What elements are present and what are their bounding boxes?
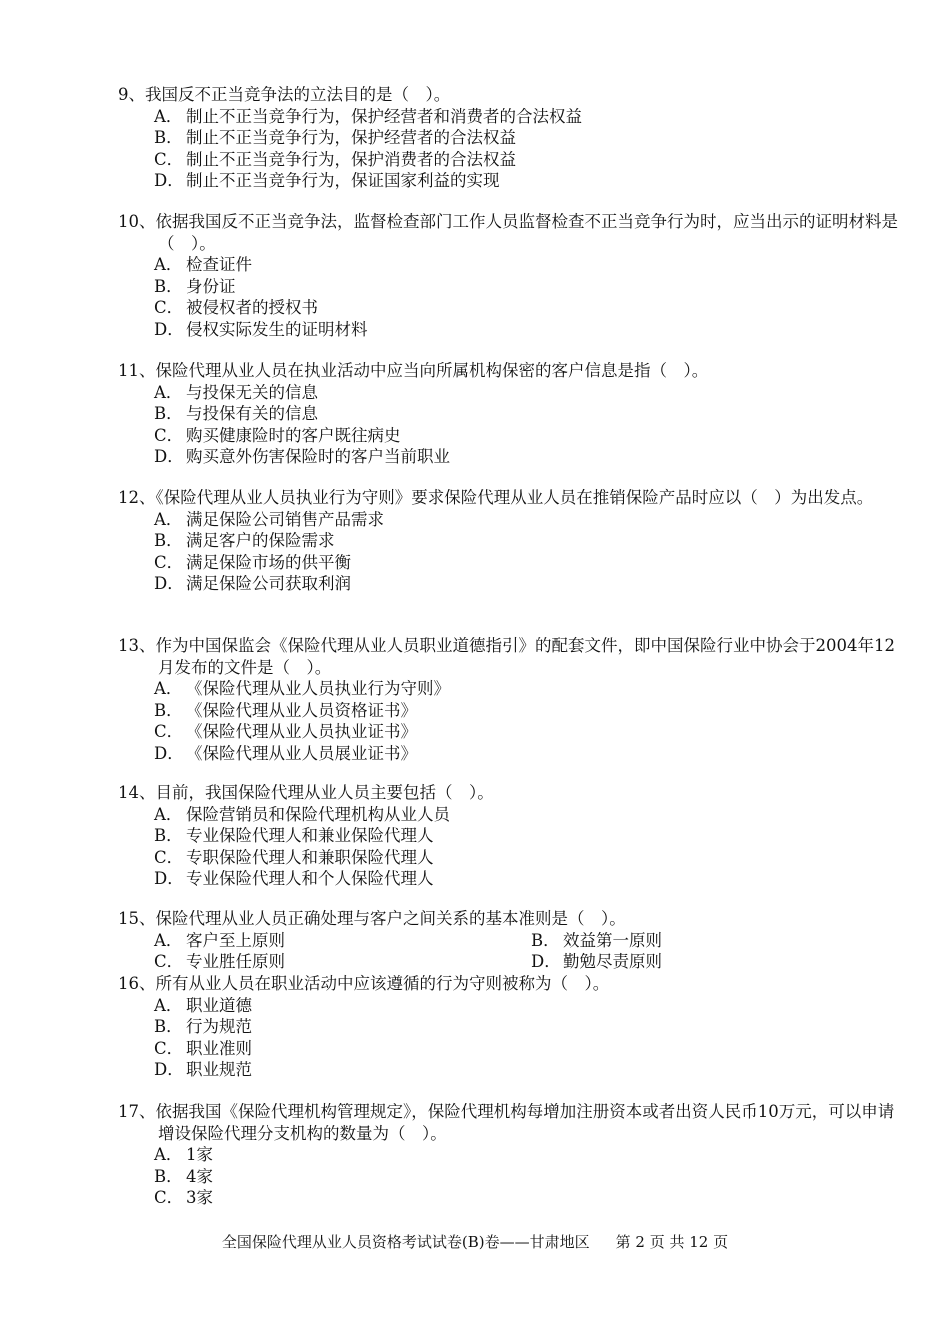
option-text: 专职保险代理人和兼职保险代理人 (186, 847, 434, 867)
option-letter: C． (154, 847, 184, 867)
option-a (118, 382, 908, 404)
option-b (118, 530, 908, 552)
option-letter: A． (154, 995, 183, 1015)
option-letter: B． (154, 531, 183, 550)
question-17 (118, 1101, 908, 1209)
question-stem: 10、依据我国反不正当竞争法，监督检查部门工作人员监督检查不正当竞争行为时，应当出示的证明材料是（ ）。 (118, 212, 898, 253)
option-text: 身份证 (186, 276, 236, 296)
option-b (118, 700, 908, 722)
option-text: 《保险代理从业人员执业证书》 (186, 722, 417, 741)
option-d (118, 573, 908, 595)
question-9 (118, 84, 908, 192)
option-d (531, 951, 908, 973)
option-d (118, 319, 908, 341)
option-letter: C． (154, 1188, 184, 1207)
question-stem: 15、保险代理从业人员正确处理与客户之间关系的基本准则是（ ）。 (118, 909, 626, 928)
page-footer (0, 1232, 950, 1252)
option-text: 《保险代理从业人员资格证书》 (186, 700, 417, 720)
option-text: 满足保险市场的供平衡 (186, 552, 351, 572)
option-text: 检查证件 (186, 255, 252, 274)
option-text: 职业准则 (186, 1038, 252, 1058)
option-letter: B． (154, 700, 183, 720)
question-12 (118, 487, 908, 595)
option-letter: A． (154, 509, 183, 529)
option-letter: A． (154, 255, 183, 274)
option-a (118, 995, 908, 1017)
option-b (118, 276, 908, 298)
option-letter: D． (154, 447, 184, 466)
option-text: 制止不正当竞争行为，保证国家利益的实现 (186, 171, 500, 190)
option-row (118, 930, 908, 952)
option-letter: A． (154, 106, 183, 126)
page-number: 第 2 页 共 12 页 (615, 1233, 729, 1251)
option-letter: B． (154, 128, 183, 147)
question-stem: 13、作为中国保监会《保险代理从业人员职业道德指引》的配套文件，即中国保险行业中协会于2004年12月发布的文件是（ ）。 (118, 636, 895, 677)
option-row (118, 951, 908, 973)
option-text: 3家 (186, 1188, 213, 1207)
option-text: 行为规范 (186, 1017, 252, 1036)
question-16 (118, 973, 908, 1081)
option-letter: D． (154, 319, 184, 339)
option-text: 制止不正当竞争行为，保护经营者的合法权益 (186, 128, 516, 147)
option-c (154, 951, 531, 973)
option-text: 效益第一原则 (563, 930, 662, 950)
option-b (118, 403, 908, 425)
option-text: 专业保险代理人和兼业保险代理人 (186, 826, 434, 845)
option-b (118, 1016, 908, 1038)
option-letter: A． (154, 382, 183, 402)
option-a (118, 254, 908, 276)
option-a (118, 678, 908, 700)
option-text: 勤勉尽责原则 (563, 952, 662, 971)
option-a (118, 509, 908, 531)
footer-title: 全国保险代理从业人员资格考试试卷(B)卷——甘肃地区 (221, 1233, 590, 1251)
option-text: 购买健康险时的客户既往病史 (186, 425, 401, 445)
option-letter: C． (154, 298, 184, 317)
option-text: 职业道德 (186, 995, 252, 1015)
option-text: 保险营销员和保险代理机构从业人员 (186, 804, 450, 824)
option-text: 制止不正当竞争行为，保护经营者和消费者的合法权益 (186, 106, 582, 126)
option-letter: B． (154, 826, 183, 845)
option-letter: D． (154, 1060, 184, 1079)
option-text: 专业保险代理人和个人保险代理人 (186, 869, 434, 888)
question-stem: 16、所有从业人员在职业活动中应该遵循的行为守则被称为（ ）。 (118, 974, 610, 993)
option-text: 与投保无关的信息 (186, 382, 318, 402)
option-letter: A． (154, 804, 183, 824)
question-stem: 12、《保险代理从业人员执业行为守则》要求保险代理从业人员在推销保险产品时应以（ ）为出发点。 (118, 488, 874, 507)
option-d (118, 743, 908, 765)
question-stem: 14、目前，我国保险代理从业人员主要包括（ ）。 (118, 783, 494, 802)
option-c (118, 149, 908, 171)
option-d (118, 868, 908, 890)
option-text: 满足客户的保险需求 (186, 531, 335, 550)
option-letter: A． (154, 930, 183, 950)
option-letter: C． (154, 1038, 184, 1058)
option-letter: C． (154, 425, 184, 445)
option-a (118, 106, 908, 128)
option-text: 1家 (186, 1145, 213, 1164)
option-a (154, 930, 531, 952)
question-10 (118, 211, 908, 340)
option-text: 被侵权者的授权书 (186, 298, 318, 317)
option-d (118, 446, 908, 468)
option-text: 专业胜任原则 (186, 952, 285, 971)
option-text: 职业规范 (186, 1060, 252, 1079)
option-text: 购买意外伤害保险时的客户当前职业 (186, 447, 450, 466)
question-stem: 9、我国反不正当竞争法的立法目的是（ ）。 (118, 85, 451, 104)
option-letter: C． (154, 722, 184, 741)
option-c (118, 425, 908, 447)
option-letter: D． (154, 171, 184, 190)
option-c (118, 1187, 908, 1209)
option-letter: A． (154, 679, 183, 698)
option-letter: B． (154, 404, 183, 423)
option-b (118, 127, 908, 149)
option-b (118, 825, 908, 847)
question-stem: 17、依据我国《保险代理机构管理规定》，保险代理机构每增加注册资本或者出资人民币10万元，可以申请增设保险代理分支机构的数量为（ ）。 (118, 1102, 895, 1143)
option-letter: D． (154, 743, 184, 763)
option-c (118, 297, 908, 319)
option-text: 满足保险公司获取利润 (186, 574, 351, 593)
option-c (118, 552, 908, 574)
option-letter: D． (154, 574, 184, 593)
option-text: 4家 (186, 1166, 213, 1186)
option-letter: B． (531, 930, 560, 950)
question-15 (118, 908, 908, 973)
option-c (118, 1038, 908, 1060)
option-text: 客户至上原则 (186, 930, 285, 950)
option-text: 《保险代理从业人员展业证书》 (186, 743, 417, 763)
option-letter: C． (154, 552, 184, 572)
option-text: 《保险代理从业人员执业行为守则》 (186, 679, 450, 698)
option-b (118, 1166, 908, 1188)
question-stem: 11、保险代理从业人员在执业活动中应当向所属机构保密的客户信息是指（ ）。 (118, 361, 709, 380)
option-letter: A． (154, 1145, 183, 1164)
option-letter: D． (154, 869, 184, 888)
option-text: 满足保险公司销售产品需求 (186, 509, 384, 529)
question-11 (118, 360, 908, 468)
question-13 (118, 635, 908, 764)
option-c (118, 721, 908, 743)
option-a (118, 804, 908, 826)
option-b (531, 930, 908, 952)
question-14 (118, 782, 908, 890)
option-text: 与投保有关的信息 (186, 404, 318, 423)
option-letter: D． (531, 952, 561, 971)
option-text: 制止不正当竞争行为，保护消费者的合法权益 (186, 149, 516, 169)
option-c (118, 847, 908, 869)
option-letter: B． (154, 276, 183, 296)
option-letter: B． (154, 1166, 183, 1186)
option-text: 侵权实际发生的证明材料 (186, 319, 368, 339)
option-letter: B． (154, 1017, 183, 1036)
option-d (118, 1059, 908, 1081)
option-a (118, 1144, 908, 1166)
option-letter: C． (154, 149, 184, 169)
option-letter: C． (154, 952, 184, 971)
option-d (118, 170, 908, 192)
